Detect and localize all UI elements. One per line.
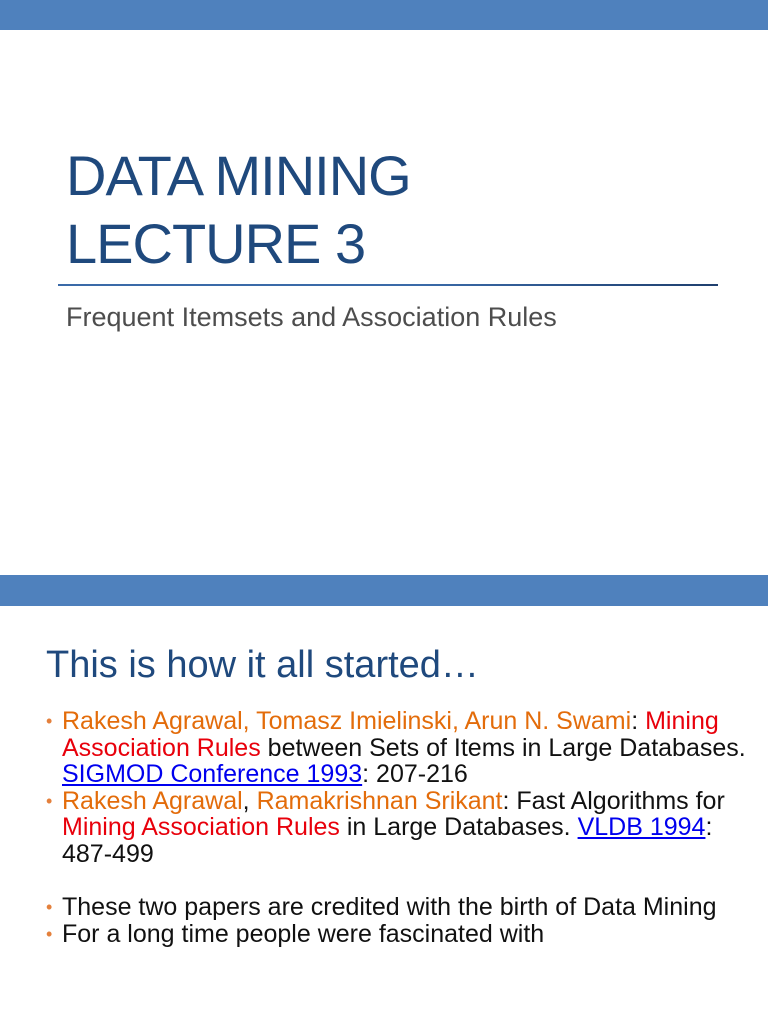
bullet-list (46, 708, 746, 947)
paper-title-rest: between Sets of Items in Large Databases. (260, 733, 746, 762)
slide-title (66, 142, 726, 278)
author: Ramakrishnan Srikant (256, 786, 503, 815)
title-line-2: LECTURE 3 (66, 212, 366, 275)
separator: : (631, 707, 639, 735)
bullet-icon: • (46, 790, 53, 811)
pages: : 487-499 (62, 813, 713, 868)
bullet-text: These two papers are credited with the birth of Data Mining (62, 893, 717, 921)
pages: : 207-216 (362, 760, 468, 788)
title-line-1: DATA MINING (66, 144, 411, 207)
bullet-icon: • (46, 711, 53, 731)
list-item (46, 708, 746, 788)
author: Rakesh Agrawal (62, 786, 243, 815)
list-item (46, 788, 746, 868)
list-item (46, 894, 746, 921)
slide2-title: This is how it all started… (46, 644, 479, 686)
venue-link[interactable]: VLDB 1994 (577, 813, 706, 841)
slide-subtitle: Frequent Itemsets and Association Rules (66, 302, 557, 332)
separator: , (242, 786, 257, 815)
bullet-text: For a long time people were fascinated with (62, 919, 545, 948)
paper-title-start: : Fast Algorithms for (502, 786, 725, 815)
slide-divider-bar (0, 575, 768, 606)
bullet-icon: • (46, 897, 53, 917)
authors: Rakesh Agrawal, Tomasz Imielinski, Arun N. Swami (62, 707, 632, 735)
paper-topic: Mining Association Rules (62, 813, 340, 841)
title-underline (58, 284, 718, 286)
top-accent-bar (0, 0, 768, 30)
bullet-icon: • (46, 923, 53, 944)
paper-title-rest: in Large Databases. (339, 813, 578, 841)
paper-topic: Mining Association Rules (62, 707, 719, 762)
venue-link[interactable]: SIGMOD Conference 1993 (62, 760, 363, 788)
list-item (46, 921, 746, 948)
